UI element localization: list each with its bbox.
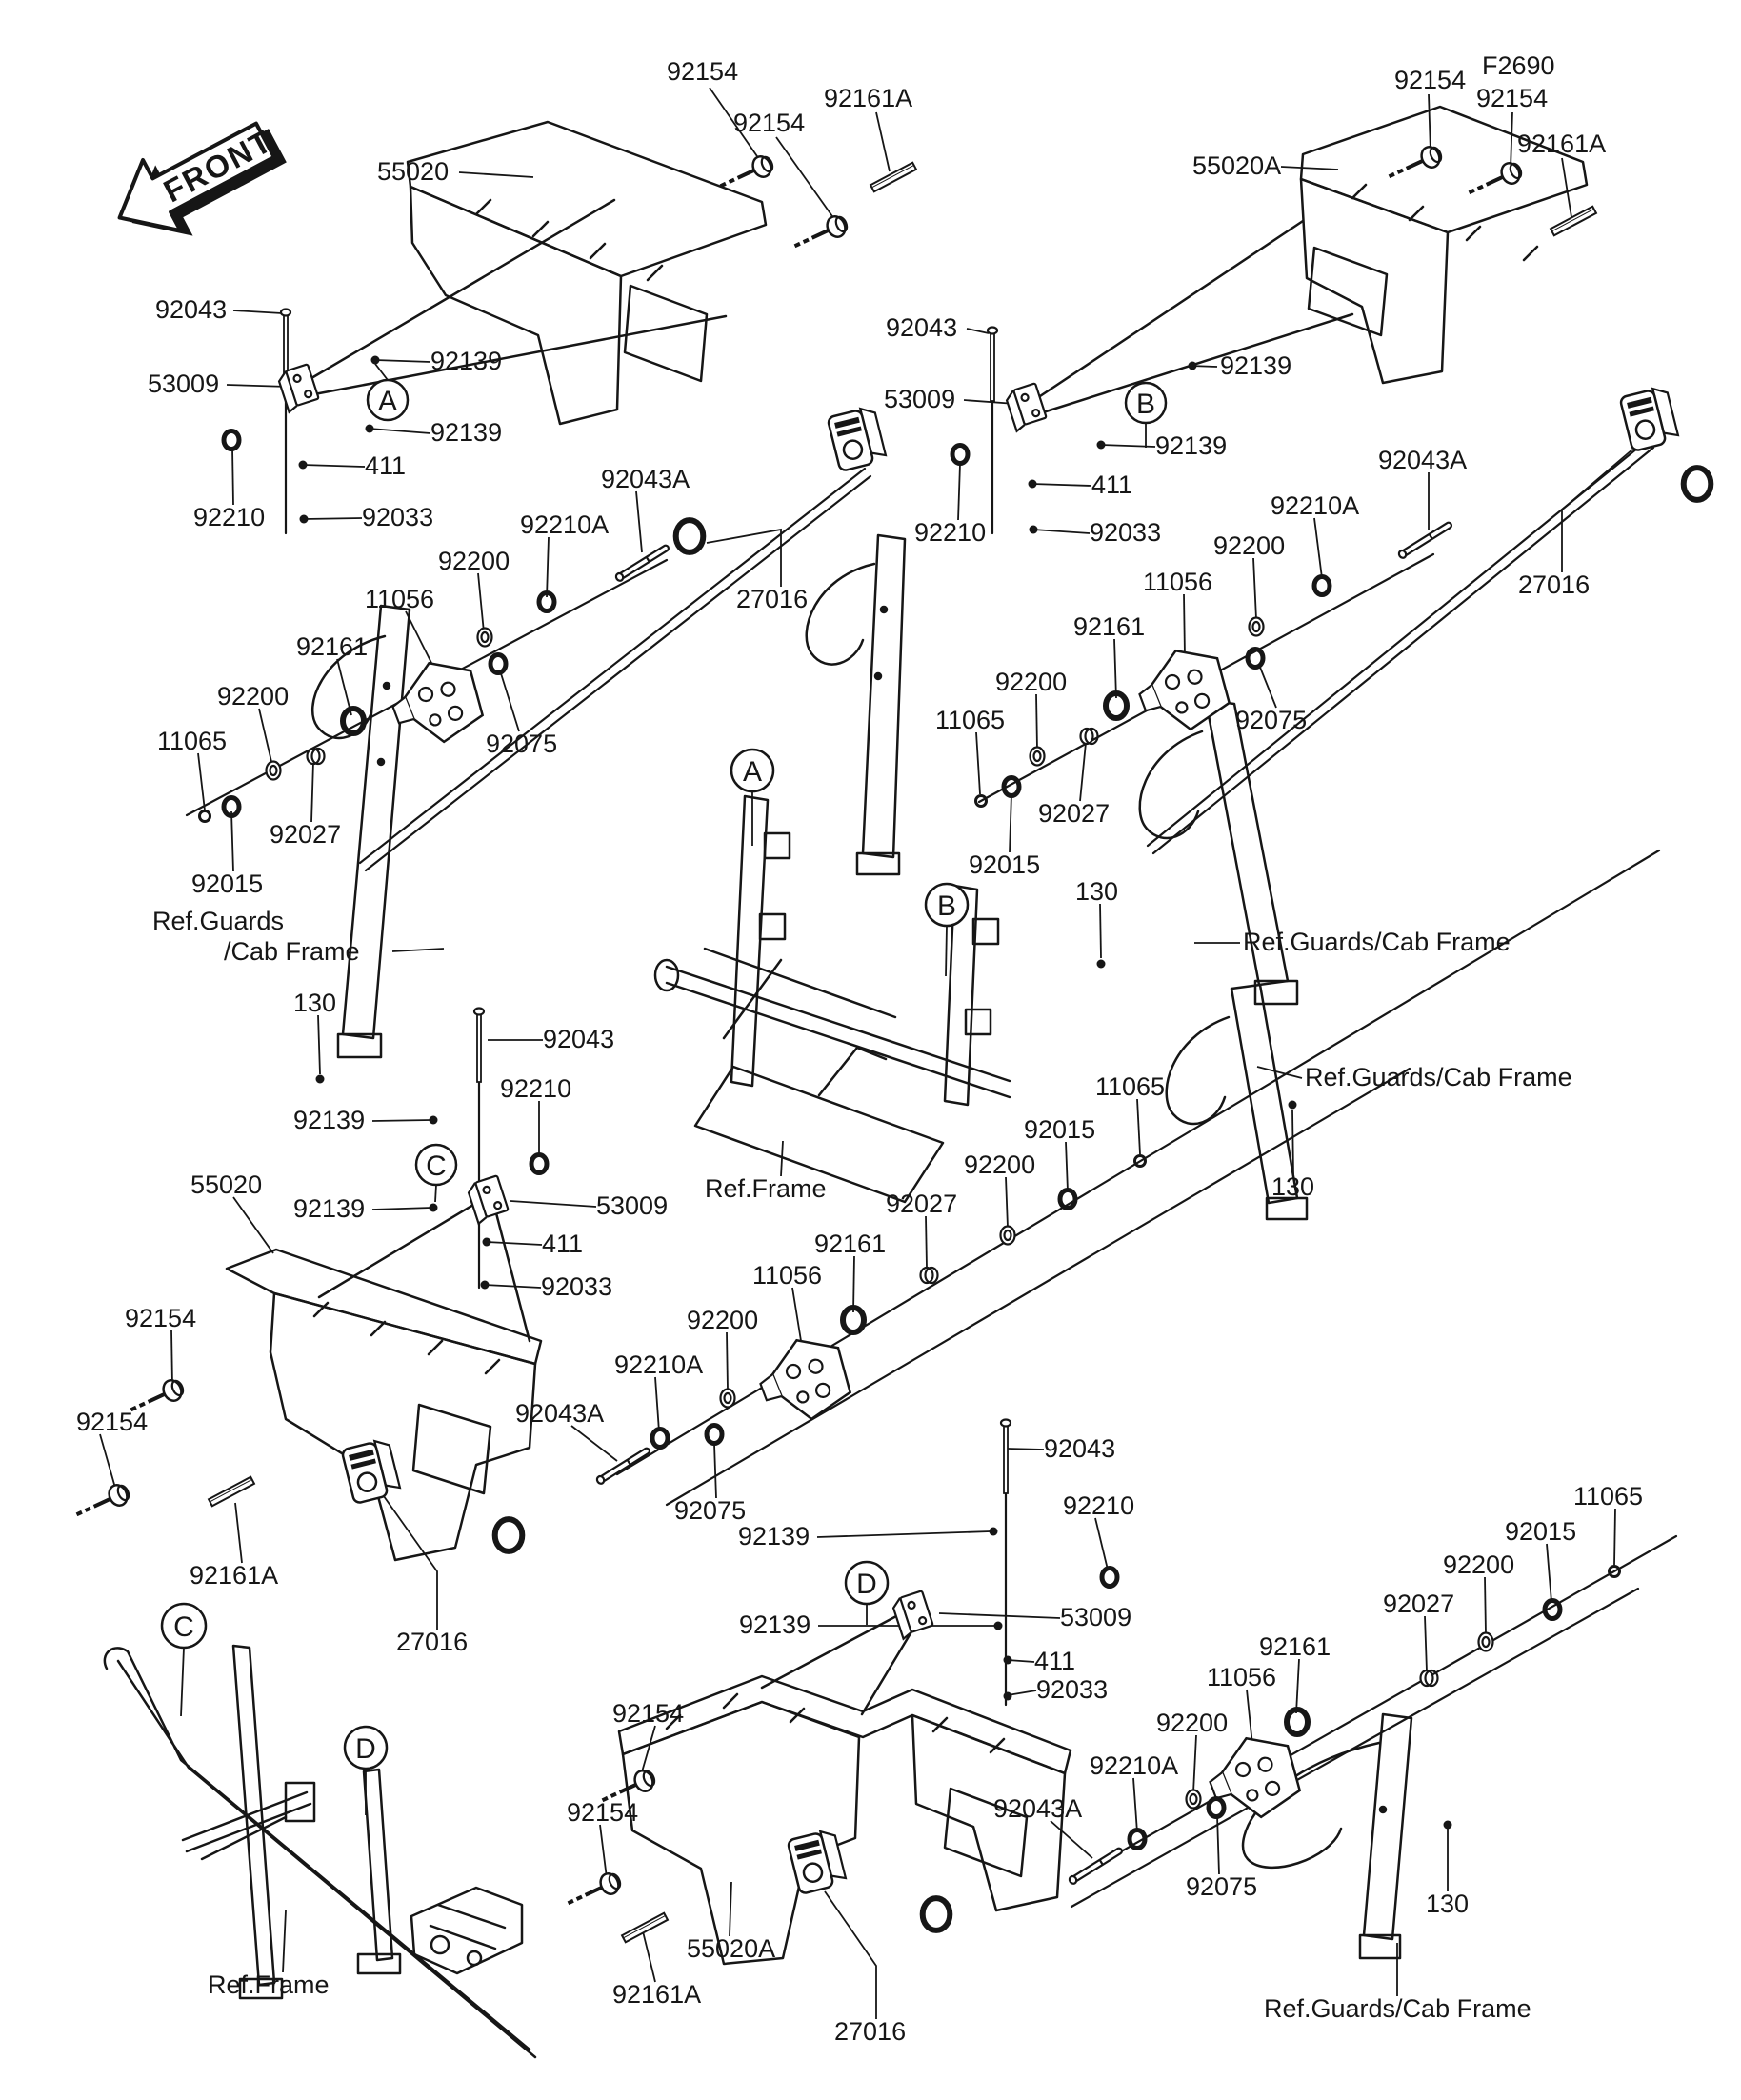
dot-part-icon [430,1204,438,1212]
collar-part-icon [1421,1670,1438,1686]
part-label: 92161A [824,84,913,112]
latch-part-icon [1619,386,1679,451]
callout-A [368,380,408,420]
part-label: 27016 [1518,570,1591,599]
callout-markers [162,380,1166,1769]
hinge-part-icon [1005,383,1048,430]
part-label: 53009 [596,1191,669,1220]
washer-part-icon [1001,1227,1015,1245]
callout-A [731,750,773,791]
callout-B [1126,383,1166,423]
dot-part-icon [1189,362,1197,370]
plate-part-icon [755,1334,853,1426]
nut-part-icon [531,1155,547,1173]
part-label: 92161 [1073,612,1146,641]
collar-part-icon [308,749,325,764]
part-label: 92139 [1220,351,1292,380]
part-label: 92161A [612,1980,702,2009]
part-label: 11056 [1207,1663,1277,1691]
part-label: 92015 [1024,1115,1096,1144]
part-label: 11065 [1095,1072,1166,1101]
guard-panel-55020-mid [227,1196,541,1560]
dot-part-icon [481,1281,490,1290]
part-label: 92043 [886,313,958,342]
collar-part-icon [921,1268,938,1283]
part-label: Ref.Frame [705,1174,827,1203]
part-label: 92027 [1038,799,1111,828]
dot-part-icon [299,461,308,470]
pina-part-icon [595,1447,650,1485]
callout-B [926,884,968,926]
part-label: 130 [1271,1172,1315,1201]
part-label: 92154 [125,1304,197,1332]
plate-part-icon [1134,645,1232,736]
screw-part-icon [1465,159,1525,202]
part-label: 11065 [1573,1482,1644,1510]
clip-part-icon [870,163,916,192]
part-label: 55020 [190,1170,263,1199]
callout-letter: C [426,1150,447,1182]
cab-frame-post-right-1 [1140,700,1297,1004]
callout-D [846,1562,888,1604]
part-label: 55020A [687,1934,776,1963]
part-label: 92139 [739,1610,811,1639]
part-label: 92200 [1443,1550,1515,1579]
part-label: 27016 [834,2017,907,2046]
nut-part-icon [952,446,968,464]
part-label: 92139 [738,1522,810,1550]
grommet-part-icon [923,1898,951,1930]
dot-part-icon [316,1075,325,1084]
part-label: 53009 [148,370,220,398]
part-label: 92043A [601,465,690,493]
plate-part-icon [1205,1732,1303,1824]
part-label: 11056 [365,585,435,613]
part-label: 92210A [520,510,610,539]
seat-frame [655,796,1010,1202]
dot-part-icon [1030,526,1038,534]
part-label: 92033 [362,503,434,531]
part-label: 92027 [270,820,342,849]
part-label: 92033 [1090,518,1162,547]
part-label: 92027 [886,1190,958,1218]
nut-part-icon [1130,1830,1145,1849]
screw-part-icon [790,212,850,255]
part-label: F2690 [1482,51,1555,80]
dot-part-icon [300,515,309,524]
part-label: 92210 [500,1074,572,1103]
part-label: 92043 [155,295,228,324]
part-label: 53009 [884,385,956,413]
washer-part-icon [1031,748,1045,766]
part-label: 92075 [1235,706,1308,734]
part-label: 92161A [190,1561,279,1590]
leader-lines [100,88,1632,2019]
part-label: 92200 [964,1150,1036,1179]
part-label: 92210A [614,1350,704,1379]
part-label: 92033 [1036,1675,1109,1704]
part-label: 92015 [969,850,1041,879]
screw-part-icon [564,1870,624,1912]
part-label: 92200 [1213,531,1286,560]
nut-part-icon [1209,1799,1224,1817]
front-arrow-badge [101,101,296,262]
dot-part-icon [1004,1692,1012,1701]
part-label: Ref.Guards/Cab Frame [1305,1063,1572,1091]
washer-part-icon [267,762,281,780]
screw-part-icon [1385,143,1445,186]
dot-part-icon [994,1622,1003,1630]
guard-panel-55020A-bottom [619,1608,1071,1964]
pin-part-icon [988,328,997,402]
part-label: 92139 [430,347,503,375]
part-label: 11065 [935,706,1006,734]
guard-panel-55020-top [307,122,766,424]
callout-letter: A [742,756,763,788]
hinge-part-icon [467,1175,510,1223]
part-label: 130 [1426,1890,1470,1918]
part-label: 92200 [1156,1709,1229,1737]
dot-part-icon [1097,960,1106,969]
nut-part-icon [1102,1569,1117,1587]
part-label: 11065 [157,727,228,755]
part-label: 92210A [1271,491,1360,520]
part-label: 92161 [296,632,369,661]
guard-panel-55020A-top [1034,107,1587,413]
dot-part-icon [1289,1101,1297,1110]
callout-letter: C [173,1611,194,1643]
part-label: 92210 [193,503,266,531]
front-badge-text: FRONT [157,122,279,210]
washer-part-icon [1479,1633,1493,1651]
part-label: 92027 [1383,1590,1455,1618]
nut-part-icon [1004,778,1019,796]
nut-part-icon [652,1430,668,1448]
part-label: 92154 [1476,84,1549,112]
plate-part-icon [388,657,486,749]
part-label: 92139 [293,1194,366,1223]
dot-part-icon [1097,441,1106,450]
part-label: 92154 [612,1699,685,1728]
callout-C [162,1604,206,1648]
part-label: 92161 [1259,1632,1331,1661]
part-label: 11056 [1143,568,1213,596]
part-label: 92210A [1090,1751,1179,1780]
part-label: 92154 [733,109,806,137]
part-label: 411 [365,451,407,480]
part-label: 411 [1091,470,1133,499]
part-label: 55020 [377,157,450,186]
collar-part-icon [1081,729,1098,744]
pina-part-icon [1068,1847,1123,1885]
latch-part-icon [827,406,887,471]
dot-part-icon [483,1238,491,1247]
dot-part-icon [990,1528,998,1536]
screw-part-icon [72,1481,132,1524]
callout-letter: A [377,386,398,417]
nut-part-icon [490,655,506,673]
dot-part-icon [1029,480,1037,489]
hinge-part-icon [891,1590,934,1638]
part-label: Ref.Guards/Cab Frame [1264,1994,1531,2023]
part-label: 411 [1034,1647,1076,1675]
part-label: 92161 [814,1230,887,1258]
part-label: 55020A [1192,151,1282,180]
dot-part-icon [371,356,380,365]
part-label: 53009 [1060,1603,1132,1631]
callout-letter: B [1135,389,1156,420]
pina-part-icon [1397,521,1452,559]
part-label: 411 [542,1230,584,1258]
washer-part-icon [1250,618,1264,636]
part-label: 92200 [687,1306,759,1334]
part-label: 92015 [191,870,264,898]
callout-letter: B [936,890,957,922]
part-label: 130 [1075,877,1119,906]
part-label: 92033 [541,1272,613,1301]
part-label: Ref.Frame [208,1970,330,1999]
part-label: 92043A [993,1794,1083,1823]
part-label: 92139 [293,1106,366,1134]
grommet-part-icon [343,709,364,733]
part-label: 92043 [1044,1434,1116,1463]
part-label: 92015 [1505,1517,1577,1546]
part-label: 92210 [914,518,987,547]
part-label: /Cab Frame [224,937,360,966]
clip-part-icon [209,1477,254,1507]
callout-letter: D [355,1733,376,1765]
part-label: 27016 [736,585,809,613]
part-label: 92139 [430,418,503,447]
pin-part-icon [474,1009,484,1083]
callout-C [416,1145,456,1185]
washer-part-icon [721,1390,735,1408]
dot-part-icon [430,1116,438,1125]
part-label: 92043 [543,1025,615,1053]
part-label: Ref.Guards [152,907,285,935]
grommet-part-icon [495,1519,523,1551]
callout-letter: D [856,1569,877,1600]
dot-part-icon [366,425,374,433]
part-label: 92200 [217,682,290,710]
part-label: 92075 [674,1496,747,1525]
nut-part-icon [1314,577,1330,595]
part-label: 92154 [667,57,739,86]
callout-D [345,1727,387,1769]
grommet-part-icon [676,520,704,552]
part-label: 92154 [1394,66,1467,94]
dot-part-icon [1004,1656,1012,1665]
part-label: 27016 [396,1628,469,1656]
latch-part-icon [341,1438,401,1504]
part-label: 92200 [438,547,510,575]
part-label: 130 [293,989,337,1017]
grommet-part-icon [1684,468,1711,500]
part-label: 92043A [515,1399,605,1428]
tinynut-part-icon [200,811,210,822]
part-label: 92139 [1155,431,1228,460]
part-label: 92154 [567,1798,639,1827]
washer-part-icon [1187,1790,1201,1809]
part-label: Ref.Guards/Cab Frame [1243,928,1511,956]
part-label: 92154 [76,1408,149,1436]
nut-part-icon [707,1426,722,1444]
cab-frame-post-b [807,535,905,874]
dot-part-icon [1444,1821,1452,1830]
part-label: 92210 [1063,1491,1135,1520]
nut-part-icon [1545,1601,1560,1619]
part-label: 92075 [486,730,558,758]
latch-part-icon [787,1829,847,1894]
part-label: 92200 [995,668,1068,696]
part-label: 92075 [1186,1872,1258,1901]
grommet-part-icon [1287,1710,1308,1734]
part-label: 92161A [1517,130,1607,158]
clip-part-icon [1551,207,1596,236]
nut-part-icon [224,431,239,450]
part-label: 92043A [1378,446,1468,474]
washer-part-icon [478,629,492,647]
part-label: 11056 [752,1261,823,1290]
pin-part-icon [1001,1420,1011,1494]
